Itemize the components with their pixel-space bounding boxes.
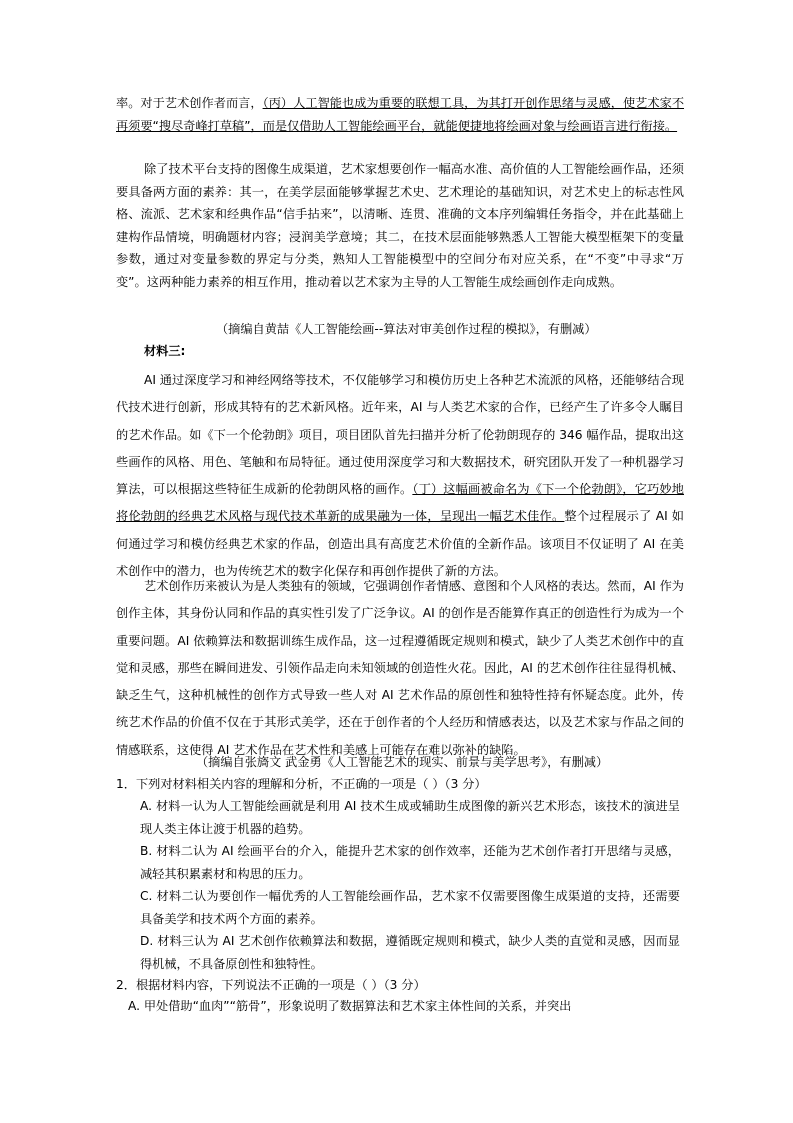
question-1-stem: 1．下列对材料相关内容的理解和分析，不正确的一项是（ ）（3 分） xyxy=(116,777,487,791)
question-1-option-c: C. 材料二认为要创作一幅优秀的人工智能绘画作品，艺术家不仅需要图像生成渠道的支持，还需要具备美学和技术两个方面的素养。 xyxy=(140,889,680,926)
material3-paragraph-1 xyxy=(116,367,684,585)
question-2-stem: 2．根据材料内容，下列说法不正确的一项是（ ）（3 分） xyxy=(116,978,426,992)
paragraph-text: 率。对于艺术创作者而言， xyxy=(116,96,263,110)
question-1-option-a: A. 材料一认为人工智能绘画就是利用 AI 技术生成或辅助生成图像的新兴艺术形态，该技术的演进呈现人类主体让渡于机器的趋势。 xyxy=(140,799,680,836)
question-1-option-d: D. 材料三认为 AI 艺术创作依赖算法和数据，遵循既定规则和模式，缺少人类的直觉和灵感，因而显得机械，不具备原创性和独特性。 xyxy=(140,934,680,971)
citation-material3: （摘编自张旖文 武金勇《人工智能艺术的现实、前景与美学思考》，有删减） xyxy=(196,755,609,769)
underlined-sentence-bing: （丙）人工智能也成为重要的联想工具，为其打开创作思绪与灵感，使艺术家不再须要“搜尽奇峰打草稿”，而是仅借助人工智能绘画平台，就能便捷地将绘画对象与绘画语言进行衔接。 xyxy=(116,96,685,133)
question-1-option-b: B. 材料二认为 AI 绘画平台的介入，能提升艺术家的创作效率，还能为艺术创作者打开思绪与灵感，减轻其积累素材和构思的压力。 xyxy=(140,844,680,881)
paragraph-text: 整个过程展示了 AI 如何通过学习和模仿经典艺术家的作品，创造出具有高度艺术价值的全新作品。该项目不仅证明了 AI 在美术创作中的潜力，也为传统艺术的数字化保存和再创作提供了新的方法。 xyxy=(116,509,684,579)
underlined-sentence-ding: （丁）这幅画被命名为《下一个伦勃朗》，它巧妙地将伦勃朗的经典艺术风格与现代技术革新的成果融为一体，呈现出一幅艺术佳作。 xyxy=(116,482,684,524)
material3-paragraph-2: 艺术创作历来被认为是人类独有的领域，它强调创作者情感、意图和个人风格的表达。然而，AI 作为创作主体，其身份认同和作品的真实性引发了广泛争议。AI 的创作是否能算作真正的创造性行为成为一个重要问题。AI 依赖算法和数据训练生成作品，这一过程遵循既定规则和模式，缺少了人类艺术创作中的直觉和灵感，那些在瞬间进发、引领作品走向未知领域的创造性火花。因此，AI 的艺术创作往往显得机械、缺乏生气，这种机械性的创作方式导致一些人对 AI 艺术作品的原创性和独特性持有怀疑态度。此外，传统艺术作品的价值不仅在于其形式美学，还在于创作者的个人经历和情感表达，以及艺术家与作品之间的情感联系，这使得 AI 艺术作品在艺术性和美感上可能存在难以弥补的缺陷。 xyxy=(116,579,684,757)
question-2-option-a: A. 甲处借助“血肉”“筋骨”，形象说明了数据算法和艺术家主体性间的关系，并突出 xyxy=(128,999,572,1013)
material2-paragraph-2: 除了技术平台支持的图像生成渠道，艺术家想要创作一幅高水准、高价值的人工智能绘画作品，还须要具备两方面的素养：其一，在美学层面能够掌握艺术史、艺术理论的基础知识，对艺术史上的标志性风格、流派、艺术家和经典作品“信手拈来”，以清晰、连贯、准确的文本序列编辑任务指令，并在此基础上建构作品情境，明确题材内容；浸润美学意境；其二，在技术层面能够熟悉人工智能大模型框架下的变量参数，通过对变量参数的界定与分类，熟知人工智能模型中的空间分布对应关系，在“不变”中寻求“万变”。这两种能力素养的相互作用，推动着以艺术家为主导的人工智能生成绘画创作走向成熟。 xyxy=(116,162,684,289)
paragraph-text: AI 通过深度学习和神经网络等技术，不仅能够学习和模仿历史上各种艺术流派的风格，还能够结合现代技术进行创新，形成其特有的艺术新风格。近年来，AI 与人类艺术家的合作，已经产生了许多令人瞩目的艺术作品。如《下一个伦勃朗》项目，项目团队首先扫描并分析了伦勃朗现存的 346 幅作品，提取出这些画作的风格、用色、笔触和布局特征。通过使用深度学习和大数据技术，研究团队开发了一种机器学习算法，可以根据这些特征生成新的伦勃朗风格的画作。 xyxy=(116,373,684,497)
material2-ending-paragraph xyxy=(116,92,684,137)
material3-heading: 材料三: xyxy=(144,344,186,358)
citation-material2: （摘编自黄喆《人工智能绘画--算法对审美创作过程的模拟》，有删减） xyxy=(216,322,597,336)
